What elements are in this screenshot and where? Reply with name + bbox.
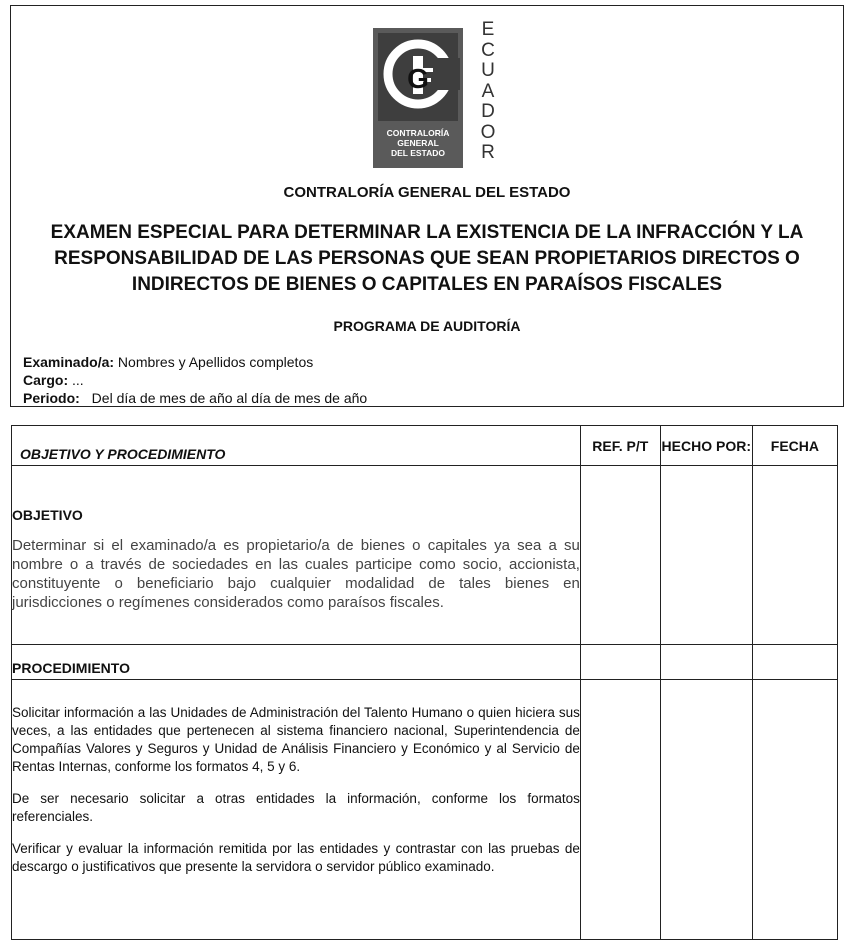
cargo-value: ...: [72, 372, 84, 388]
logo-side-letter: O: [480, 121, 496, 143]
objetivo-text: Determinar si el examinado/a es propietario/a de bienes o capitales ya sea a su nombre o a través de sociedades en las cuales participe como socio, accionista, constituyente o beneficiario bajo cualquier modalidad de tales bienes en jurisdicciones o regímenes considerados como paraísos fiscales.: [12, 537, 580, 611]
header-ref-pt: REF. P/T: [580, 426, 660, 466]
table-header-row: [12, 426, 838, 466]
procedimiento-step: De ser necesario solicitar a otras entidades la información, conforme los formatos referenciales.: [12, 791, 580, 824]
procedimiento-label-row: [12, 645, 838, 680]
objetivo-cell: [12, 466, 581, 645]
logo-side-letter: A: [481, 80, 495, 102]
procedimiento-row: [12, 680, 838, 940]
logo-side-letter: E: [481, 19, 495, 40]
cargo-row: [23, 372, 84, 388]
examinado-value: Nombres y Apellidos completos: [117, 354, 314, 370]
logo-line2: GENERAL: [397, 138, 439, 148]
program-title: PROGRAMA DE AUDITORÍA: [333, 318, 521, 334]
examinado-label: Examinado/a:: [23, 354, 115, 370]
cargo-label: Cargo:: [23, 372, 69, 388]
logo-side-letter: R: [481, 142, 495, 163]
objetivo-label: OBJETIVO: [12, 507, 83, 523]
audit-program-table: [11, 425, 838, 940]
logo-side-letter: U: [481, 60, 495, 81]
logo-side-letter: D: [481, 101, 495, 122]
procedimiento-cell: [12, 680, 581, 940]
hecho-por-cell: [660, 466, 752, 645]
organization-name: CONTRALORÍA GENERAL DEL ESTADO: [283, 184, 571, 201]
fecha-cell: [752, 466, 837, 645]
logo-letter: G: [407, 63, 429, 94]
objetivo-row: [12, 466, 838, 645]
periodo-row: [23, 390, 367, 406]
logo-line1: CONTRALORÍA: [386, 128, 450, 138]
logo-side-word: [478, 20, 498, 164]
procedimiento-step: Verificar y evaluar la información remitida por las entidades y contrastar con las pruebas de descargo o justificativos que presente la servidora o servidor público examinado.: [12, 841, 580, 874]
hecho-por-cell: [660, 645, 752, 680]
periodo-value: Del día de mes de año al día de mes de año: [91, 390, 368, 406]
periodo-label: Periodo:: [23, 390, 80, 406]
title-line: EXAMEN ESPECIAL PARA DETERMINAR LA EXISTENCIA DE LA INFRACCIÓN Y LA: [50, 222, 804, 243]
contraloria-logo: [373, 28, 463, 168]
title-line: RESPONSABILIDAD DE LAS PERSONAS QUE SEAN PROPIETARIOS DIRECTOS O: [54, 248, 800, 269]
header-fecha: FECHA: [752, 426, 837, 466]
procedimiento-step: Solicitar información a las Unidades de Administración del Talento Humano o quien hiciera sus veces, a las entidades que pertenecen al sistema financiero nacional, Superintendencia de Compañías Valores y Seguros y Unidad de Análisis Financiero y Económico y al Servicio de Rentas Internas, conforme los formatos 4, 5 y 6.: [12, 705, 580, 774]
examinado-row: [23, 354, 313, 370]
fecha-cell: [752, 680, 837, 940]
ref-pt-cell: [580, 645, 660, 680]
logo-line3: DEL ESTADO: [391, 148, 445, 158]
ref-pt-cell: [580, 680, 660, 940]
ref-pt-cell: [580, 466, 660, 645]
hecho-por-cell: [660, 680, 752, 940]
header-hecho-por: HECHO POR:: [660, 426, 752, 466]
fecha-cell: [752, 645, 837, 680]
title-line: INDIRECTOS DE BIENES O CAPITALES EN PARAÍSOS FISCALES: [131, 274, 723, 295]
procedimiento-label: PROCEDIMIENTO: [12, 660, 130, 676]
header-objetivo-procedimiento: OBJETIVO Y PROCEDIMIENTO: [12, 426, 581, 466]
logo-side-letter: C: [481, 39, 495, 61]
procedimiento-label-cell: [12, 645, 581, 680]
document-title: [0, 220, 854, 298]
